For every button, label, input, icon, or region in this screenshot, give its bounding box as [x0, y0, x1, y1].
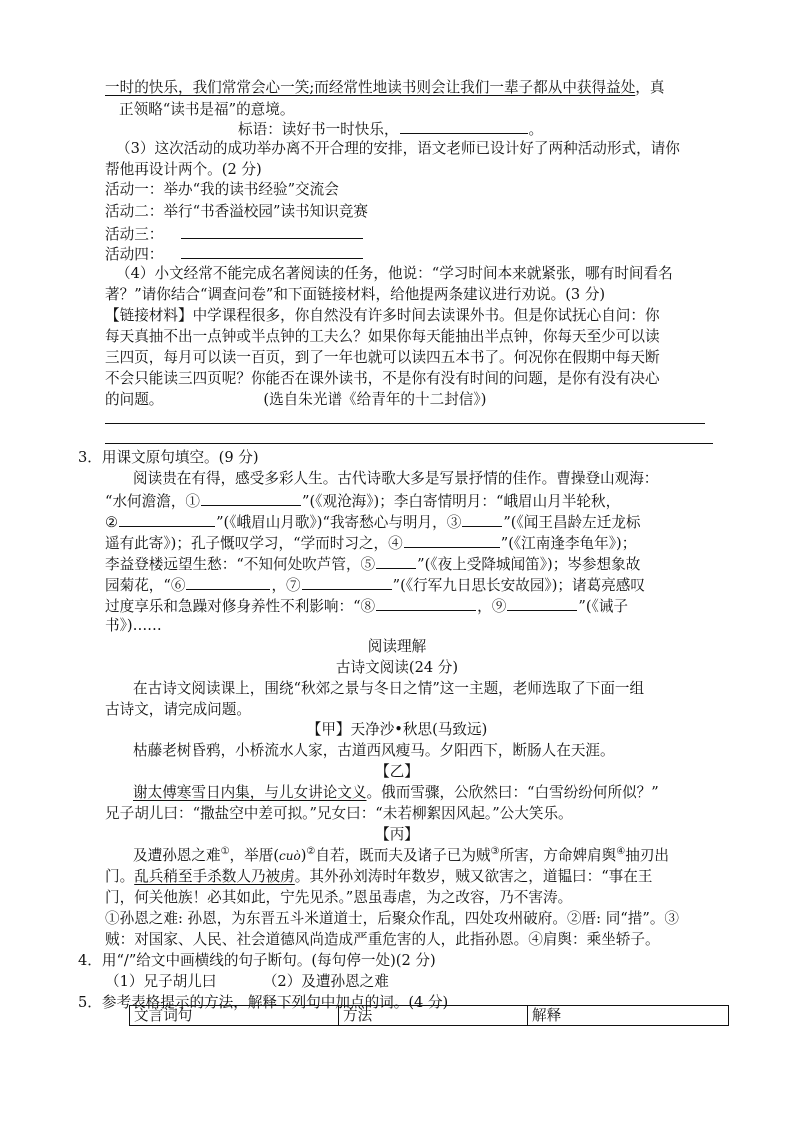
answer-blank[interactable]: [181, 244, 363, 259]
link-material-line: 【链接材料】中学课程很多，你自然没有许多时间去读课外书。但是你试抚心自问：你: [105, 307, 660, 324]
answer-blank[interactable]: [181, 224, 363, 239]
text-fragment: ②: [105, 514, 119, 531]
text-fragment: ): [300, 847, 307, 864]
blank-2[interactable]: [119, 512, 215, 527]
slogan-line: [238, 119, 543, 137]
slogan-label: 标语：读好书一时快乐，: [238, 121, 399, 138]
link-material-line: [105, 391, 486, 409]
passage-bing-title: 【丙】: [375, 826, 419, 843]
passage-jia-text: 枯藤老树昏鸦，小桥流水人家，古道西风瘦马。夕阳西下，断肠人在天涯。: [133, 742, 615, 759]
footnote-mark: ②: [306, 846, 316, 858]
blank-5[interactable]: [376, 554, 416, 569]
text-fragment: 及遭孙恩之难: [133, 847, 221, 864]
question-4-line: 著？”请你结合“调查问卷”和下面链接材料，给他提两条建议进行劝说。(3 分): [105, 286, 606, 303]
activity-label: 活动四：: [105, 246, 164, 263]
text-fragment: ，真: [635, 79, 665, 96]
text-fragment: ”(《观沧海》)；李白寄情明月：“峨眉山月半轮秋，: [302, 493, 621, 510]
table-header-cell: 文言词句: [130, 1006, 339, 1026]
blank-3[interactable]: [462, 512, 502, 527]
passage-bing-line: [105, 868, 652, 886]
underlined-sentence: 乱兵稍至手杀数人乃被虏: [134, 868, 295, 885]
link-material-line: 每天真抽不出一点钟或半点钟的工夫么？如果你每天能抽出半点钟，你每天至少可以读: [105, 328, 660, 345]
passage-yi-line: [133, 784, 659, 802]
answer-line[interactable]: [105, 423, 705, 424]
text-line: [105, 79, 665, 97]
passage-yi-title: 【乙】: [375, 763, 419, 780]
passage-bing-line: [133, 847, 669, 865]
footnote-mark: ③: [490, 846, 500, 858]
text-fragment: ”(《江南逢李龟年》)；: [500, 535, 637, 552]
answer-line[interactable]: [105, 443, 713, 444]
pinyin: cuò: [279, 849, 301, 863]
fill-line: [105, 512, 641, 530]
text-fragment: 门。: [105, 868, 135, 885]
question-4-items: （1）兄子胡儿曰 （2）及遭孙恩之难: [105, 973, 389, 990]
activity-1: 活动一：举办“我的读书经验”交流会: [105, 181, 339, 198]
fill-line: [105, 533, 636, 551]
text-fragment: 遥有此寄》)；孔子慨叹学习，“学而时习之，④: [105, 535, 403, 552]
blank-4[interactable]: [404, 533, 500, 548]
text-fragment: ，举厝(: [229, 847, 280, 864]
method-table: [129, 1005, 729, 1026]
blank-6[interactable]: [186, 575, 270, 590]
activity-3: [105, 224, 364, 242]
text-fragment: 。俄而雪骤，公欣然曰：“白雪纷纷何所似？”: [366, 784, 659, 801]
section-subheading: 古诗文阅读(24 分): [335, 659, 459, 676]
footnote-line: 贼：对国家、人民、社会道德风尚造成严重危害的人，此指孙恩。④肩舆：乘坐轿子。: [105, 931, 660, 948]
text-line: 正领略“读书是福”的意境。: [119, 101, 295, 118]
answer-blank[interactable]: [400, 119, 528, 134]
question-3-line: 帮他再设计两个。(2 分): [105, 161, 262, 178]
link-material-line: 不会只能读三四页呢？你能否在课外读书，不是你有没有时间的问题，是你有没有决心: [105, 370, 660, 387]
underlined-sentence: 谢太傅寒雪日内集，与儿女讲论文义: [133, 784, 367, 801]
intro-line: 在古诗文阅读课上，围绕“秋郊之景与冬日之情”这一主题，老师选取了下面一组: [133, 680, 645, 697]
text-fragment: ”(《诫子: [578, 598, 628, 615]
section-heading: 阅读理解: [367, 638, 427, 655]
section-3-title: 3．用课文原句填空。(9 分): [78, 449, 259, 466]
text-fragment: 李益登楼远望生愁：“不知何处吹芦管，⑤: [105, 556, 376, 573]
text-fragment: ，⑦: [271, 577, 301, 594]
question-4-line: （4）小文经常不能完成名著阅读的任务，他说：“学习时间本来就紧张，哪有时间看名: [116, 265, 673, 282]
text-fragment: 抽刃出: [625, 847, 670, 864]
intro-line: 古诗文，请完成问题。: [105, 701, 251, 718]
question-4-title: 4．用“/”给文中画横线的句子断句。(每句停一处)(2 分): [78, 952, 436, 969]
question-5-title: 5．参考表格提示的方法，解释下列句中加点的词。(4 分): [78, 994, 449, 1011]
passage-bing-line: 门，何关他族！必其如此，宁先见杀。”恩虽毒虐，为之改容，乃不害涛。: [105, 889, 573, 906]
table-header-cell: 方法: [339, 1006, 528, 1026]
text-fragment: ”(《闻王昌龄左迁龙标: [503, 514, 641, 531]
text-fragment: ”(《夜上受降城闻笛》)；岑参想象故: [417, 556, 641, 573]
text-fragment: 。: [528, 121, 544, 138]
text-fragment: 。其外孙刘涛时年数岁，贼又欲害之，道韫曰：“事在王: [294, 868, 653, 885]
fill-line: [105, 554, 640, 572]
underlined-sentence: 一时的快乐，我们常常会心一笑;而经常性地读书则会让我们一辈子都从中获得益处: [105, 79, 636, 96]
fill-line: [105, 596, 628, 614]
blank-9[interactable]: [507, 596, 577, 611]
text-fragment: “水何澹澹，①: [105, 493, 201, 510]
footnote-mark: ①: [220, 846, 230, 858]
text-fragment: 所害，方命婢肩舆: [499, 847, 617, 864]
text-fragment: 的问题。: [105, 391, 164, 408]
source-citation: (选自朱光谱《给青年的十二封信》): [263, 391, 487, 408]
text-fragment: 过度享乐和急躁对修身养性不利影响：“⑧: [105, 598, 376, 615]
passage-jia-title: 【甲】天净沙•秋思(马致远): [306, 721, 488, 738]
activity-label: 活动三：: [105, 226, 164, 243]
text-fragment: ”(《行军九日思长安故园》)；诸葛亮感叹: [392, 577, 645, 594]
blank-8[interactable]: [376, 596, 476, 611]
fill-line: 书》)……: [105, 617, 162, 634]
blank-7[interactable]: [302, 575, 392, 590]
text-fragment: 园菊花，“⑥: [105, 577, 186, 594]
activity-2: 活动二：举行“书香溢校园”读书知识竞赛: [105, 203, 369, 220]
activity-4: [105, 244, 364, 262]
table-header-row: [130, 1006, 729, 1026]
blank-1[interactable]: [201, 491, 301, 506]
fill-line: [105, 491, 620, 509]
fill-line: 阅读贵在有得，感受多彩人生。古代诗歌大多是写景抒情的佳作。曹操登山观海：: [133, 470, 659, 487]
text-fragment: ”(《峨眉山月歌》)“我寄愁心与明月，③: [216, 514, 462, 531]
table-header-cell: 解释: [528, 1006, 729, 1026]
text-fragment: 自若，既而夫及诸子已为贼: [315, 847, 491, 864]
footnote-mark: ④: [616, 846, 626, 858]
link-material-line: 三四页，每月可以读一百页，到了一年也就可以读四五本书了。何况你在假期中每天断: [105, 349, 660, 366]
passage-yi-line: 兄子胡儿曰：“撒盐空中差可拟。”兄女曰：“未若柳絮因风起。”公大笑乐。: [105, 805, 573, 822]
question-3-line: （3）这次活动的成功举办离不开合理的安排，语文老师已设计好了两种活动形式，请你: [116, 140, 680, 157]
text-fragment: ，⑨: [477, 598, 507, 615]
footnote-line: ①孙恩之难: 孙恩，为东晋五斗米道道士，后聚众作乱，四处攻州破府。②厝: 同“措”。③: [105, 910, 680, 927]
fill-line: [105, 575, 645, 593]
